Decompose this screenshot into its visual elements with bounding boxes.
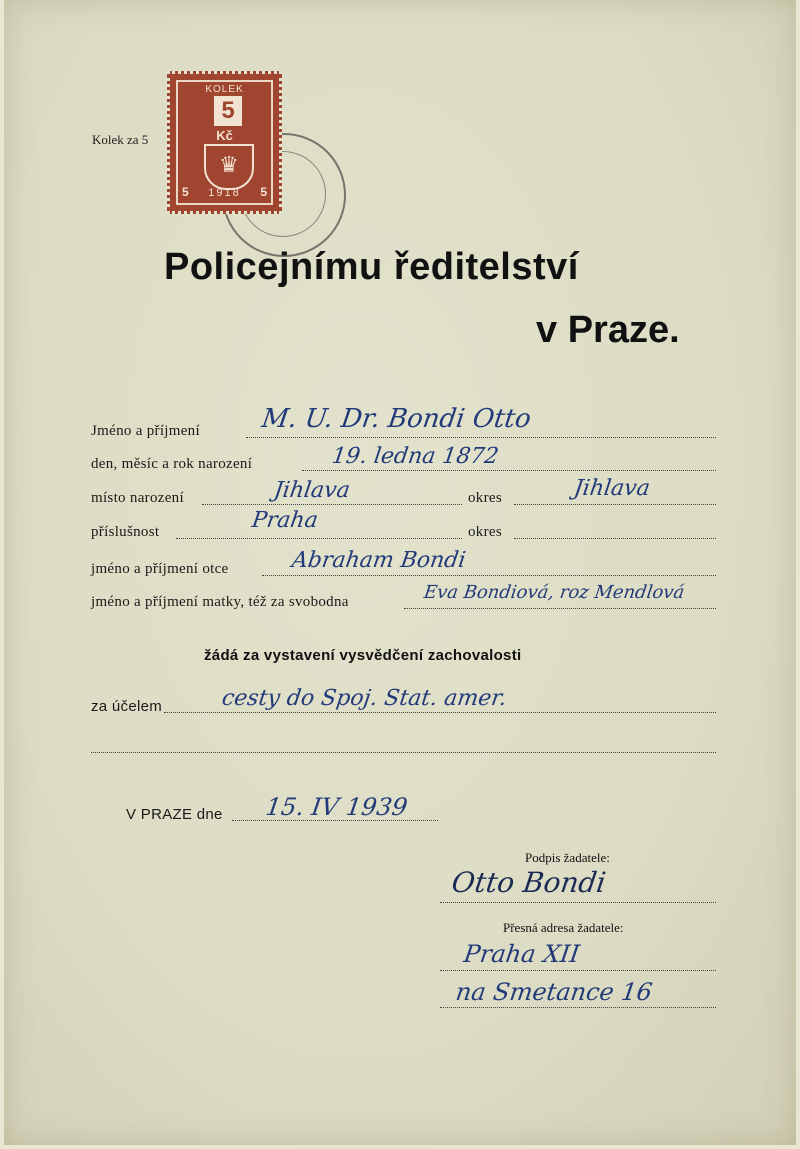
- page-subtitle: v Praze.: [536, 309, 680, 351]
- citizenship-value: Praha: [250, 508, 320, 533]
- birthplace-label: místo narození: [91, 490, 184, 506]
- request-text: žádá za vystavení vysvědčení zachovalosti: [204, 647, 522, 664]
- purpose-line: [164, 712, 716, 713]
- stamp-year: 1918: [208, 187, 241, 199]
- purpose-line-2: [91, 752, 716, 753]
- name-value: M. U. Dr. Bondi Otto: [259, 404, 533, 434]
- date-value: 15. IV 1939: [264, 793, 410, 821]
- birthplace-value: Jihlava: [272, 478, 352, 503]
- application-form: [4, 0, 796, 1145]
- birth-date-label: den, měsíc a rok narození: [91, 456, 253, 472]
- signature-label: Podpis žadatele:: [525, 850, 610, 865]
- address-label: Přesná adresa žadatele:: [503, 920, 624, 935]
- birth-date-line: [302, 470, 716, 471]
- mother-name-line: [404, 608, 716, 609]
- stamp-corner-value-right: 5: [260, 185, 267, 199]
- mother-name-value: Eva Bondiová, roz Mendlová: [422, 582, 686, 603]
- address-line-2: [440, 1007, 716, 1008]
- address-line-2-value: na Smetance 16: [454, 978, 654, 1006]
- signature-line: [440, 902, 716, 903]
- father-name-label: jméno a příjmení otce: [91, 561, 229, 577]
- district-2-label: okres: [468, 524, 502, 540]
- district-label: okres: [468, 490, 502, 506]
- revenue-stamp: [167, 71, 282, 214]
- mother-name-label: jméno a příjmení matky, též za svobodna: [91, 594, 349, 610]
- address-line-1: [440, 970, 716, 971]
- signature-value: Otto Bondi: [449, 866, 608, 899]
- stamp-currency: Kč: [216, 128, 233, 143]
- stamp-value: 5: [214, 96, 242, 126]
- citizenship-line: [176, 538, 462, 539]
- district-value: Jihlava: [572, 476, 652, 501]
- revenue-stamp-border: [176, 80, 273, 205]
- stamp-label: Kolek za 5: [92, 132, 149, 147]
- district-2-line: [514, 538, 716, 539]
- name-label: Jméno a příjmení: [91, 423, 200, 439]
- page-title: Policejnímu ředitelství: [164, 246, 579, 288]
- stamp-top-text: KOLEK: [205, 84, 244, 95]
- stamp-corner-value-left: 5: [182, 185, 189, 199]
- district-line: [514, 504, 716, 505]
- lion-icon: ♛: [219, 152, 239, 177]
- name-line: [246, 437, 716, 438]
- birthplace-line: [202, 504, 462, 505]
- father-name-value: Abraham Bondi: [290, 548, 468, 573]
- father-name-line: [262, 575, 716, 576]
- date-label: V PRAZE dne: [126, 806, 223, 823]
- address-line-1-value: Praha XII: [462, 940, 582, 968]
- stamp-emblem: [204, 144, 254, 190]
- purpose-value: cesty do Spoj. Stat. amer.: [220, 686, 509, 711]
- citizenship-label: příslušnost: [91, 524, 160, 540]
- purpose-label: za účelem: [91, 698, 163, 715]
- birth-date-value: 19. ledna 1872: [330, 444, 501, 469]
